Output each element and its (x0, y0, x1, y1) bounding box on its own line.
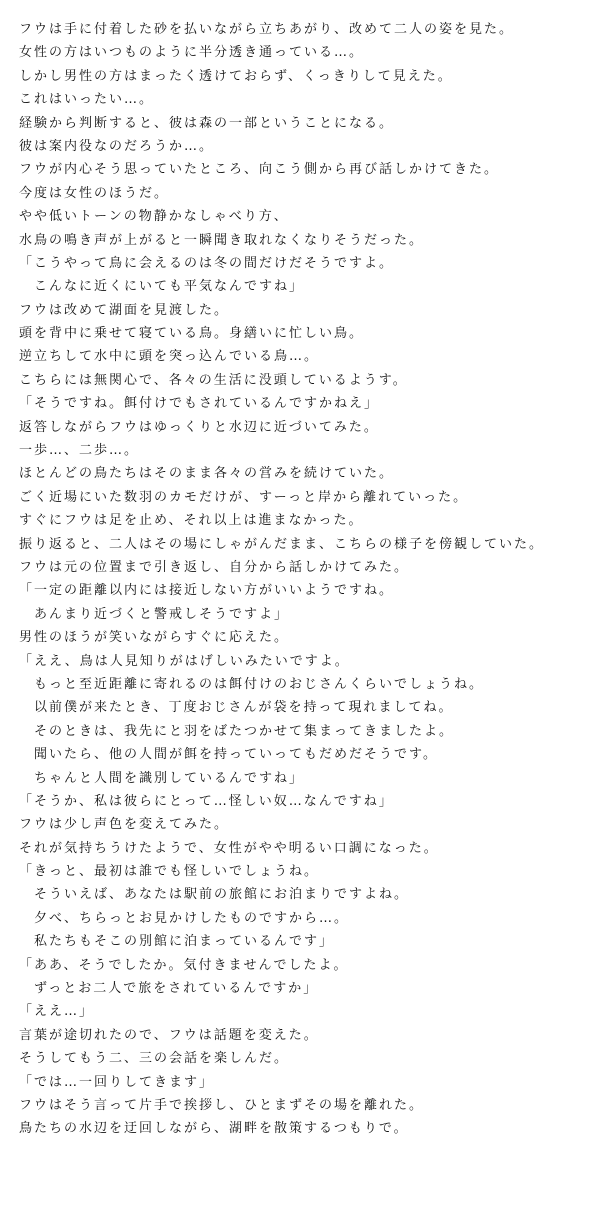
text-line: フウは少し声色を変えてみた。 (19, 817, 230, 833)
text-line: 今度は女性のほうだ。 (19, 185, 170, 201)
text-line: フウはそう言って片手で挨拶し、ひとまずその場を離れた。 (19, 1097, 425, 1113)
text-line: そうしてもう二、三の会話を楽しんだ。 (19, 1051, 290, 1067)
text-line: ごく近場にいた数羽のカモだけが、すーっと岸から離れていった。 (19, 489, 469, 505)
text-line: 「ええ…」 (19, 1004, 95, 1020)
text-line: 聞いたら、他の人間が餌を持っていってもだめだそうです。 (19, 747, 438, 763)
text-line: そのときは、我先にと羽をばたつかせて集まってきましたよ。 (19, 723, 455, 739)
text-line: ちゃんと人間を識別しているんですね」 (19, 770, 305, 786)
text-line: 水鳥の鳴き声が上がると一瞬聞き取れなくなりそうだった。 (19, 232, 425, 248)
text-line: 鳥たちの水辺を迂回しながら、湖畔を散策するつもりで。 (19, 1121, 409, 1137)
text-line: 「そうか、私は彼らにとって…怪しい奴…なんですね」 (19, 793, 394, 809)
text-line: 以前僕が来たとき、丁度おじさんが袋を持って現れましてね。 (19, 700, 454, 716)
text-line: 逆立ちして水中に頭を突っ込んでいる鳥…。 (19, 349, 320, 365)
text-line: もっと至近距離に寄れるのは餌付けのおじさんくらいでしょうね。 (19, 676, 485, 692)
text-line: こちらには無関心で、各々の生活に没頭しているようす。 (19, 372, 408, 388)
text-line: 「きっと、最初は誰でも怪しいでしょうね。 (19, 864, 320, 880)
text-line: 「では…一回りしてきます」 (19, 1074, 215, 1090)
text-line: やや低いトーンの物静かなしゃべり方、 (19, 209, 289, 225)
text-line: 「そうですね。餌付けでもされているんですかねえ」 (19, 396, 380, 412)
text-line: 振り返ると、二人はその場にしゃがんだまま、こちらの様子を傍観していた。 (19, 536, 545, 552)
text-line: すぐにフウは足を止め、それ以上は進まなかった。 (19, 513, 364, 529)
text-line: 「一定の距離以内には接近しない方がいいようですね。 (19, 583, 395, 599)
text-line: あんまり近づくと警戒しそうですよ」 (19, 606, 290, 622)
text-line: 「ええ、鳥は人見知りがはげしいみたいですよ。 (19, 653, 350, 669)
text-line: 「こうやって鳥に会えるのは冬の間だけだそうですよ。 (19, 255, 395, 271)
text-line: フウは改めて湖面を見渡した。 (19, 302, 230, 318)
text-line: それが気持ちうけたようで、女性がやや明るい口調になった。 (19, 840, 439, 856)
text-line: 言葉が途切れたので、フウは話題を変えた。 (19, 1027, 319, 1043)
text-line: 返答しながらフウはゆっくりと水辺に近づいてみた。 (19, 419, 379, 435)
text-line: フウが内心そう思っていたところ、向こう側から再び話しかけてきた。 (19, 162, 500, 178)
text-line: こんなに近くにいても平気なんですね」 (19, 279, 305, 295)
text-line: フウは元の位置まで引き返し、自分から話しかけてみた。 (19, 559, 410, 575)
text-line: ほとんどの鳥たちはそのまま各々の営みを続けていた。 (19, 466, 395, 482)
text-line: ずっとお二人で旅をされているんですか」 (19, 981, 319, 997)
text-line: そういえば、あなたは駅前の旅館にお泊まりですよね。 (19, 887, 410, 903)
text-line: 経験から判断すると、彼は森の一部ということになる。 (19, 115, 395, 131)
text-line: 頭を背中に乗せて寝ている鳥。身繕いに忙しい鳥。 (19, 326, 365, 342)
text-line: 女性の方はいつものように半分透き通っている…。 (19, 45, 365, 61)
text-line: フウは手に付着した砂を払いながら立ちあがり、改めて二人の姿を見た。 (19, 22, 515, 37)
text-line: しかし男性の方はまったく透けておらず、くっきりして見えた。 (19, 68, 453, 84)
text-line: 私たちもそこの別館に泊まっているんです」 (19, 934, 335, 950)
story-text (19, 18, 594, 1141)
text-line: これはいったい…。 (19, 92, 155, 108)
text-line: 一歩…、二歩…。 (19, 443, 140, 459)
text-line: 夕べ、ちらっとお見かけしたものですから…。 (19, 910, 350, 926)
text-line: 彼は案内役なのだろうか…。 (19, 138, 215, 154)
text-line: 「ああ、そうでしたか。気付きませんでしたよ。 (19, 957, 349, 973)
text-line: 男性のほうが笑いながらすぐに応えた。 (19, 630, 290, 646)
